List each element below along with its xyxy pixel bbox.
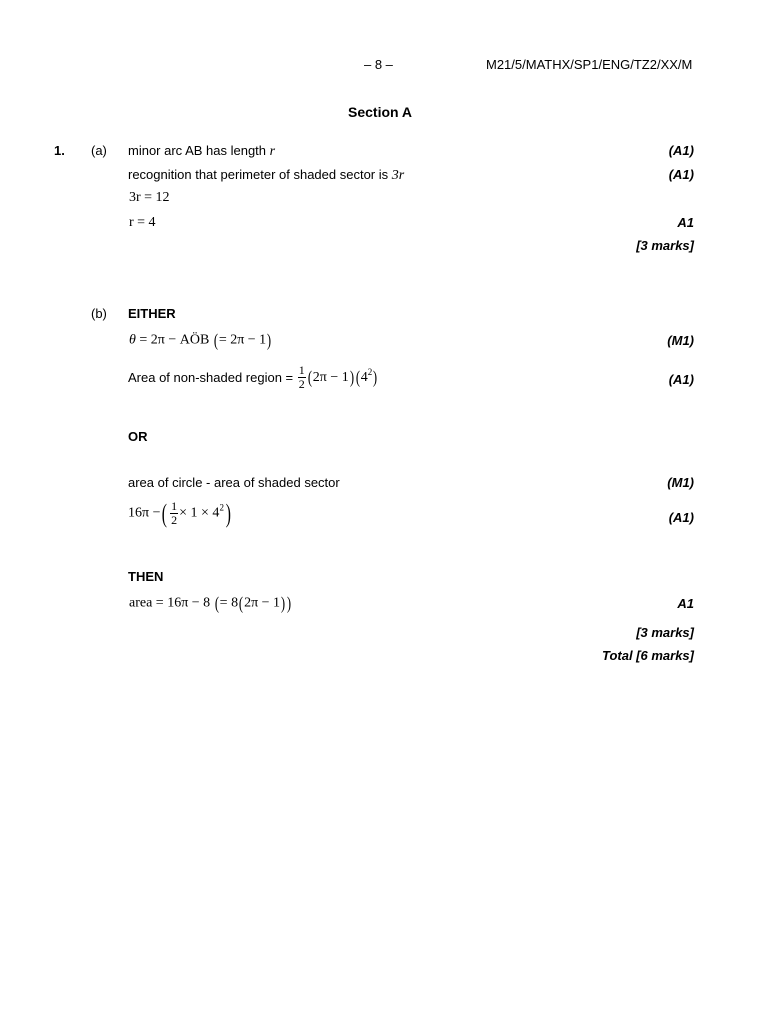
part-b-label: (b) — [91, 306, 107, 321]
line-text: recognition that perimeter of shaded sector is — [128, 167, 389, 182]
or-line-1: area of circle - area of shaded sector — [128, 475, 340, 490]
page-number: – 8 – — [364, 57, 393, 72]
theta-rest: = 2π − AÖB — [135, 332, 210, 348]
grand-total: Total [6 marks] — [602, 648, 694, 663]
mark-a1: A1 — [677, 596, 694, 611]
part-a-answer: r = 4 — [129, 215, 156, 230]
math-inner: 2π − 1 — [312, 369, 349, 385]
math-power: 4 — [360, 369, 368, 385]
mark-a1: (A1) — [668, 372, 694, 387]
section-title: Section A — [348, 104, 413, 120]
document-code: M21/5/MATHX/SP1/ENG/TZ2/XX/M — [486, 57, 693, 72]
theta-equation — [129, 330, 272, 351]
math-paren-b: 2π − 1 — [244, 595, 281, 611]
part-b-total: [3 marks] — [636, 625, 694, 640]
mark-a1: (A1) — [668, 167, 694, 182]
fraction-half: $\frac{1}{2}$ — [298, 363, 305, 391]
math-var: 3r — [391, 168, 405, 183]
fraction-half: $\frac{1}{2}$ — [171, 499, 178, 527]
or-heading: OR — [128, 429, 148, 444]
math-paren-a: = 8 — [219, 595, 239, 611]
theta-paren: = 2π − 1 — [218, 332, 267, 348]
non-shaded-area-line: Area of non-shaded region = $\frac{1}{2}$ (2π − 1) $(4^2)$ — [128, 363, 378, 391]
math-pre: 16π − — [128, 505, 161, 521]
part-a-equation: 3r = 12 — [129, 190, 170, 205]
paren-open: ( — [213, 330, 218, 350]
then-heading: THEN — [128, 569, 164, 584]
part-a-line-1 — [128, 143, 275, 160]
math-pre: area = 16π − 8 — [129, 595, 211, 611]
line-text: Area of non-shaded region = — [128, 370, 294, 385]
line-text: minor arc AB has length — [128, 143, 267, 158]
math-inner: × 1 × 4 — [179, 505, 220, 521]
theta-symbol: θ — [129, 332, 136, 348]
question-number: 1. — [54, 143, 65, 158]
part-a-total: [3 marks] — [636, 238, 694, 253]
mark-m1: (M1) — [667, 475, 694, 490]
either-heading: EITHER — [128, 306, 176, 321]
paren-close: ) — [267, 330, 272, 350]
math-var: r — [269, 144, 276, 159]
mark-a1: (A1) — [668, 143, 694, 158]
part-a-label: (a) — [91, 143, 107, 158]
part-a-line-2 — [128, 167, 404, 184]
mark-m1: (M1) — [667, 333, 694, 348]
mark-a1: A1 — [677, 215, 694, 230]
mark-a1: (A1) — [668, 510, 694, 525]
then-line: area = 16π − 8 (= 8(2π − 1) ) — [129, 593, 292, 613]
or-line-2: 16π −( $\frac{1}{2}$ × $1 \times 4^2$) — [128, 498, 231, 528]
